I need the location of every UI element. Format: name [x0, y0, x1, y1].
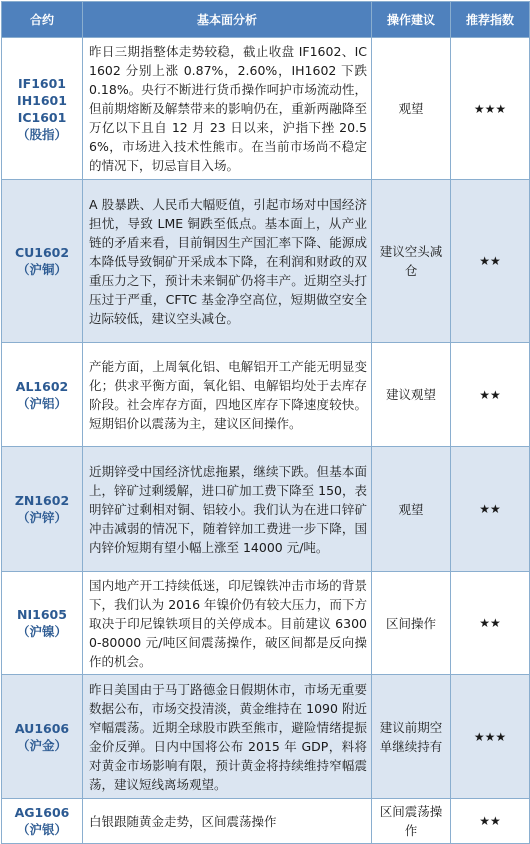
- contract-code: NI1605: [17, 607, 67, 622]
- rating-stars: ★★: [451, 572, 530, 675]
- analysis-cell: 产能方面，上周氧化铝、电解铝开工产能无明显变化；供求平衡方面，氧化铝、电解铝均处于去库存阶段。社会库存方面，四地区库存下降速度较快。短期铝价以震荡为主，建议区间操作。: [83, 343, 372, 447]
- analysis-cell: 白银跟随黄金走势，区间震荡操作: [83, 799, 372, 844]
- header-contract: 合约: [2, 2, 83, 38]
- advice-cell: 建议空头减仓: [372, 180, 451, 343]
- advice-cell: 区间操作: [372, 572, 451, 675]
- rating-stars: ★★: [451, 343, 530, 447]
- analysis-cell: A 股暴跌、人民币大幅贬值，引起市场对中国经济担忧，导致 LME 铜跌至低点。基本面上，从产业链的矛盾来看，目前铜因生产国汇率下降、能源成本降低导致铜矿开采成本下降，在利润和财政的双重压力之下，预计未来铜矿仍将丰产。近期空头打压过于严重，CFTC 基金净空高位，短期做空安全边际较低，建议空头减仓。: [83, 180, 372, 343]
- contract-name: （沪铝）: [16, 395, 67, 411]
- contract-cell: [2, 799, 83, 844]
- contract-name: （股指）: [16, 126, 67, 142]
- contract-cell: [2, 38, 83, 180]
- analysis-cell: 昨日三期指整体走势较稳，截止收盘 IF1602、IC1602 分别上涨 0.87%，2.60%，IH1602 下跌 0.18%。央行不断进行货币操作呵护市场流动性，但前期熔断及解禁带来的影响仍在，重新两融降至万亿以下且自 12 月 23 日以来，沪指下挫 20.56%，市场进入技术性熊市。在当前市场尚不稳定的情况下，切忌盲目入场。: [83, 38, 372, 180]
- analysis-cell: 近期锌受中国经济忧虑拖累，继续下跌。但基本面上，锌矿过剩缓解，进口矿加工费下降至 150，表明锌矿过剩相对铜、铝较小。我们认为在进口锌矿冲击减弱的情况下，随着锌加工费进一步下降，国内锌价短期有望小幅上涨至 14000 元/吨。: [83, 447, 372, 572]
- advice-cell: 区间震荡操作: [372, 799, 451, 844]
- contract-code: IC1601: [17, 109, 67, 125]
- rating-stars: ★★: [451, 180, 530, 343]
- contract-code: AU1606: [14, 720, 70, 736]
- futures-analysis-table: [1, 1, 530, 844]
- contract-cell: [2, 180, 83, 343]
- contract-cell: [2, 343, 83, 447]
- analysis-cell: 昨日美国由于马丁路德金日假期休市，市场无重要数据公布，市场交投清淡，黄金维持在 1090 附近窄幅震荡。近期全球股市跌至熊市，避险情绪提振金价反弹。日内中国将公布 2015 年 GDP，料将对黄金市场影响有限，预计黄金将持续维持窄幅震荡，建议短线离场观望。: [83, 675, 372, 799]
- header-advice: 操作建议: [372, 2, 451, 38]
- header-row: [2, 2, 530, 38]
- contract-code: AG1606: [14, 805, 70, 820]
- table-row: [2, 343, 530, 447]
- analysis-cell: 国内地产开工持续低迷，印尼镍铁冲击市场的背景下，我们认为 2016 年镍价仍有较大压力，而下方取决于印尼镍铁项目的关停成本。目前建议 63000-80000 元/吨区间震荡操作，破区间都是反向操作的机会。: [83, 572, 372, 675]
- contract-code: AL1602: [15, 378, 69, 394]
- contract-cell: [2, 447, 83, 572]
- header-rating: 推荐指数: [451, 2, 530, 38]
- rating-stars: ★★★: [451, 38, 530, 180]
- rating-stars: ★★★: [451, 675, 530, 799]
- contract-code: CU1602: [14, 245, 70, 260]
- table-row: [2, 447, 530, 572]
- contract-code: IF1601: [18, 75, 66, 91]
- contract-name: （沪银）: [16, 822, 67, 837]
- contract-cell: [2, 675, 83, 799]
- table-row: [2, 799, 530, 844]
- rating-stars: ★★: [451, 799, 530, 844]
- contract-name: （沪镍）: [16, 624, 67, 639]
- advice-cell: 观望: [372, 447, 451, 572]
- contract-name: （沪锌）: [16, 510, 67, 525]
- rating-stars: ★★: [451, 447, 530, 572]
- contract-name: （沪金）: [16, 737, 67, 753]
- header-analysis: 基本面分析: [83, 2, 372, 38]
- contract-name: （沪铜）: [16, 262, 67, 277]
- contract-cell: [2, 572, 83, 675]
- table-row: [2, 675, 530, 799]
- contract-code: IH1601: [17, 92, 67, 108]
- advice-cell: 观望: [372, 38, 451, 180]
- advice-cell: 建议前期空单继续持有: [372, 675, 451, 799]
- contract-code: ZN1602: [14, 493, 70, 508]
- table-row: [2, 572, 530, 675]
- table-row: [2, 180, 530, 343]
- table-row: [2, 38, 530, 180]
- advice-cell: 建议观望: [372, 343, 451, 447]
